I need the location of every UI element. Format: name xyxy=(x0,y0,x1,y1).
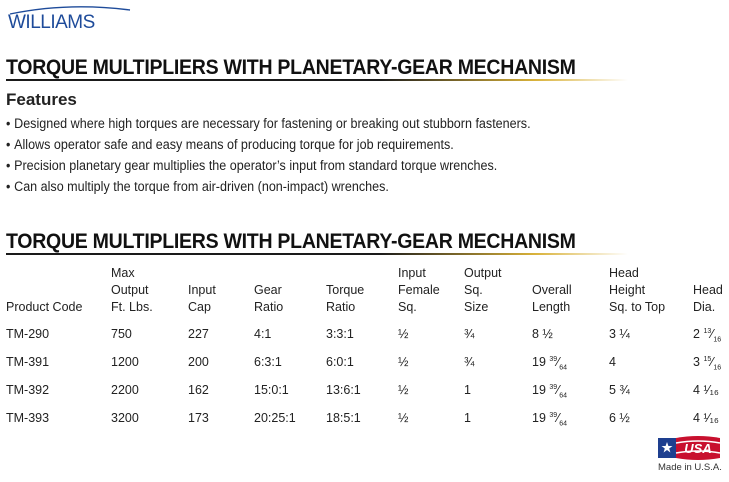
table-cell: 4 ¹⁄₁₆ xyxy=(693,383,719,397)
feature-item: • Allows operator safe and easy means of producing torque for job requirements. xyxy=(6,137,454,152)
table-cell: 3 $^{15}⁄_{16}$ xyxy=(693,355,722,372)
column-header: Overall Length xyxy=(532,283,572,314)
table-cell: 6:0:1 xyxy=(326,355,354,369)
feature-item: • Can also multiply the torque from air-driven (non-impact) wrenches. xyxy=(6,179,389,194)
table-cell: 4 ¹⁄₁₆ xyxy=(693,411,719,425)
column-header: Product Code xyxy=(6,300,83,314)
table-cell: 4 xyxy=(609,355,616,369)
feature-item: • Precision planetary gear multiplies the operator’s input from standard torque wrenches. xyxy=(6,158,498,173)
column-header: Gear Ratio xyxy=(254,283,284,314)
page-title: TORQUE MULTIPLIERS WITH PLANETARY-GEAR MECHANISM xyxy=(6,56,576,79)
williams-logo xyxy=(8,4,132,44)
features-heading: Features xyxy=(6,90,77,109)
product-code-cell: TM-290 xyxy=(6,327,50,341)
table-cell: ½ xyxy=(398,411,409,425)
product-code-cell: TM-391 xyxy=(6,355,50,369)
table-cell: 8 ½ xyxy=(532,327,553,341)
table-cell: 173 xyxy=(188,411,209,425)
column-header: Output Sq. Size xyxy=(464,266,502,314)
made-in-usa-label: Made in U.S.A. xyxy=(658,462,722,473)
table-cell: 19 $^{39}⁄_{64}$ xyxy=(532,383,568,400)
column-header: Input Female Sq. xyxy=(398,266,440,314)
table-cell: 1 xyxy=(464,383,471,397)
table-cell: 3:3:1 xyxy=(326,327,354,341)
table-cell: 13:6:1 xyxy=(326,383,361,397)
column-header: Head Dia. xyxy=(693,283,723,314)
table-cell: 5 ¾ xyxy=(609,383,630,397)
usa-flag-icon xyxy=(656,434,722,462)
feature-item: • Designed where high torques are necessary for fastening or breaking out stubborn fasteners. xyxy=(6,116,531,131)
column-header: Max Output Ft. Lbs. xyxy=(111,266,153,314)
table-title: TORQUE MULTIPLIERS WITH PLANETARY-GEAR MECHANISM xyxy=(6,230,576,253)
table-cell: ½ xyxy=(398,355,409,369)
product-code-cell: TM-393 xyxy=(6,411,50,425)
column-header: Head Height Sq. to Top xyxy=(609,266,666,314)
title-rule xyxy=(6,79,628,81)
table-cell: 162 xyxy=(188,383,209,397)
table-cell: 227 xyxy=(188,327,209,341)
features-list xyxy=(6,113,570,197)
table-title-rule xyxy=(6,253,628,255)
table-cell: 18:5:1 xyxy=(326,411,361,425)
table-cell: 20:25:1 xyxy=(254,411,296,425)
product-code-cell: TM-392 xyxy=(6,383,50,397)
logo-text: WILLIAMS xyxy=(8,12,95,33)
table-cell: ¾ xyxy=(464,327,475,341)
table-cell: 750 xyxy=(111,327,132,341)
table-cell: 19 $^{39}⁄_{64}$ xyxy=(532,355,568,372)
table-cell: 4:1 xyxy=(254,327,272,341)
table-cell: ½ xyxy=(398,383,409,397)
column-header: Torque Ratio xyxy=(326,283,365,314)
table-cell: 6 ½ xyxy=(609,411,630,425)
table-cell: 19 $^{39}⁄_{64}$ xyxy=(532,411,568,428)
flag-text: USA xyxy=(684,441,712,456)
table-cell: 6:3:1 xyxy=(254,355,282,369)
table-cell: 2 $^{13}⁄_{16}$ xyxy=(693,327,722,344)
table-cell: 3 ¼ xyxy=(609,327,630,341)
table-cell: 2200 xyxy=(111,383,139,397)
table-cell: 1200 xyxy=(111,355,139,369)
table-cell: 15:0:1 xyxy=(254,383,289,397)
table-cell: 200 xyxy=(188,355,209,369)
table-cell: ½ xyxy=(398,327,409,341)
table-cell: ¾ xyxy=(464,355,475,369)
table-cell: 3200 xyxy=(111,411,139,425)
column-header: Input Cap xyxy=(188,283,216,314)
table-cell: 1 xyxy=(464,411,471,425)
